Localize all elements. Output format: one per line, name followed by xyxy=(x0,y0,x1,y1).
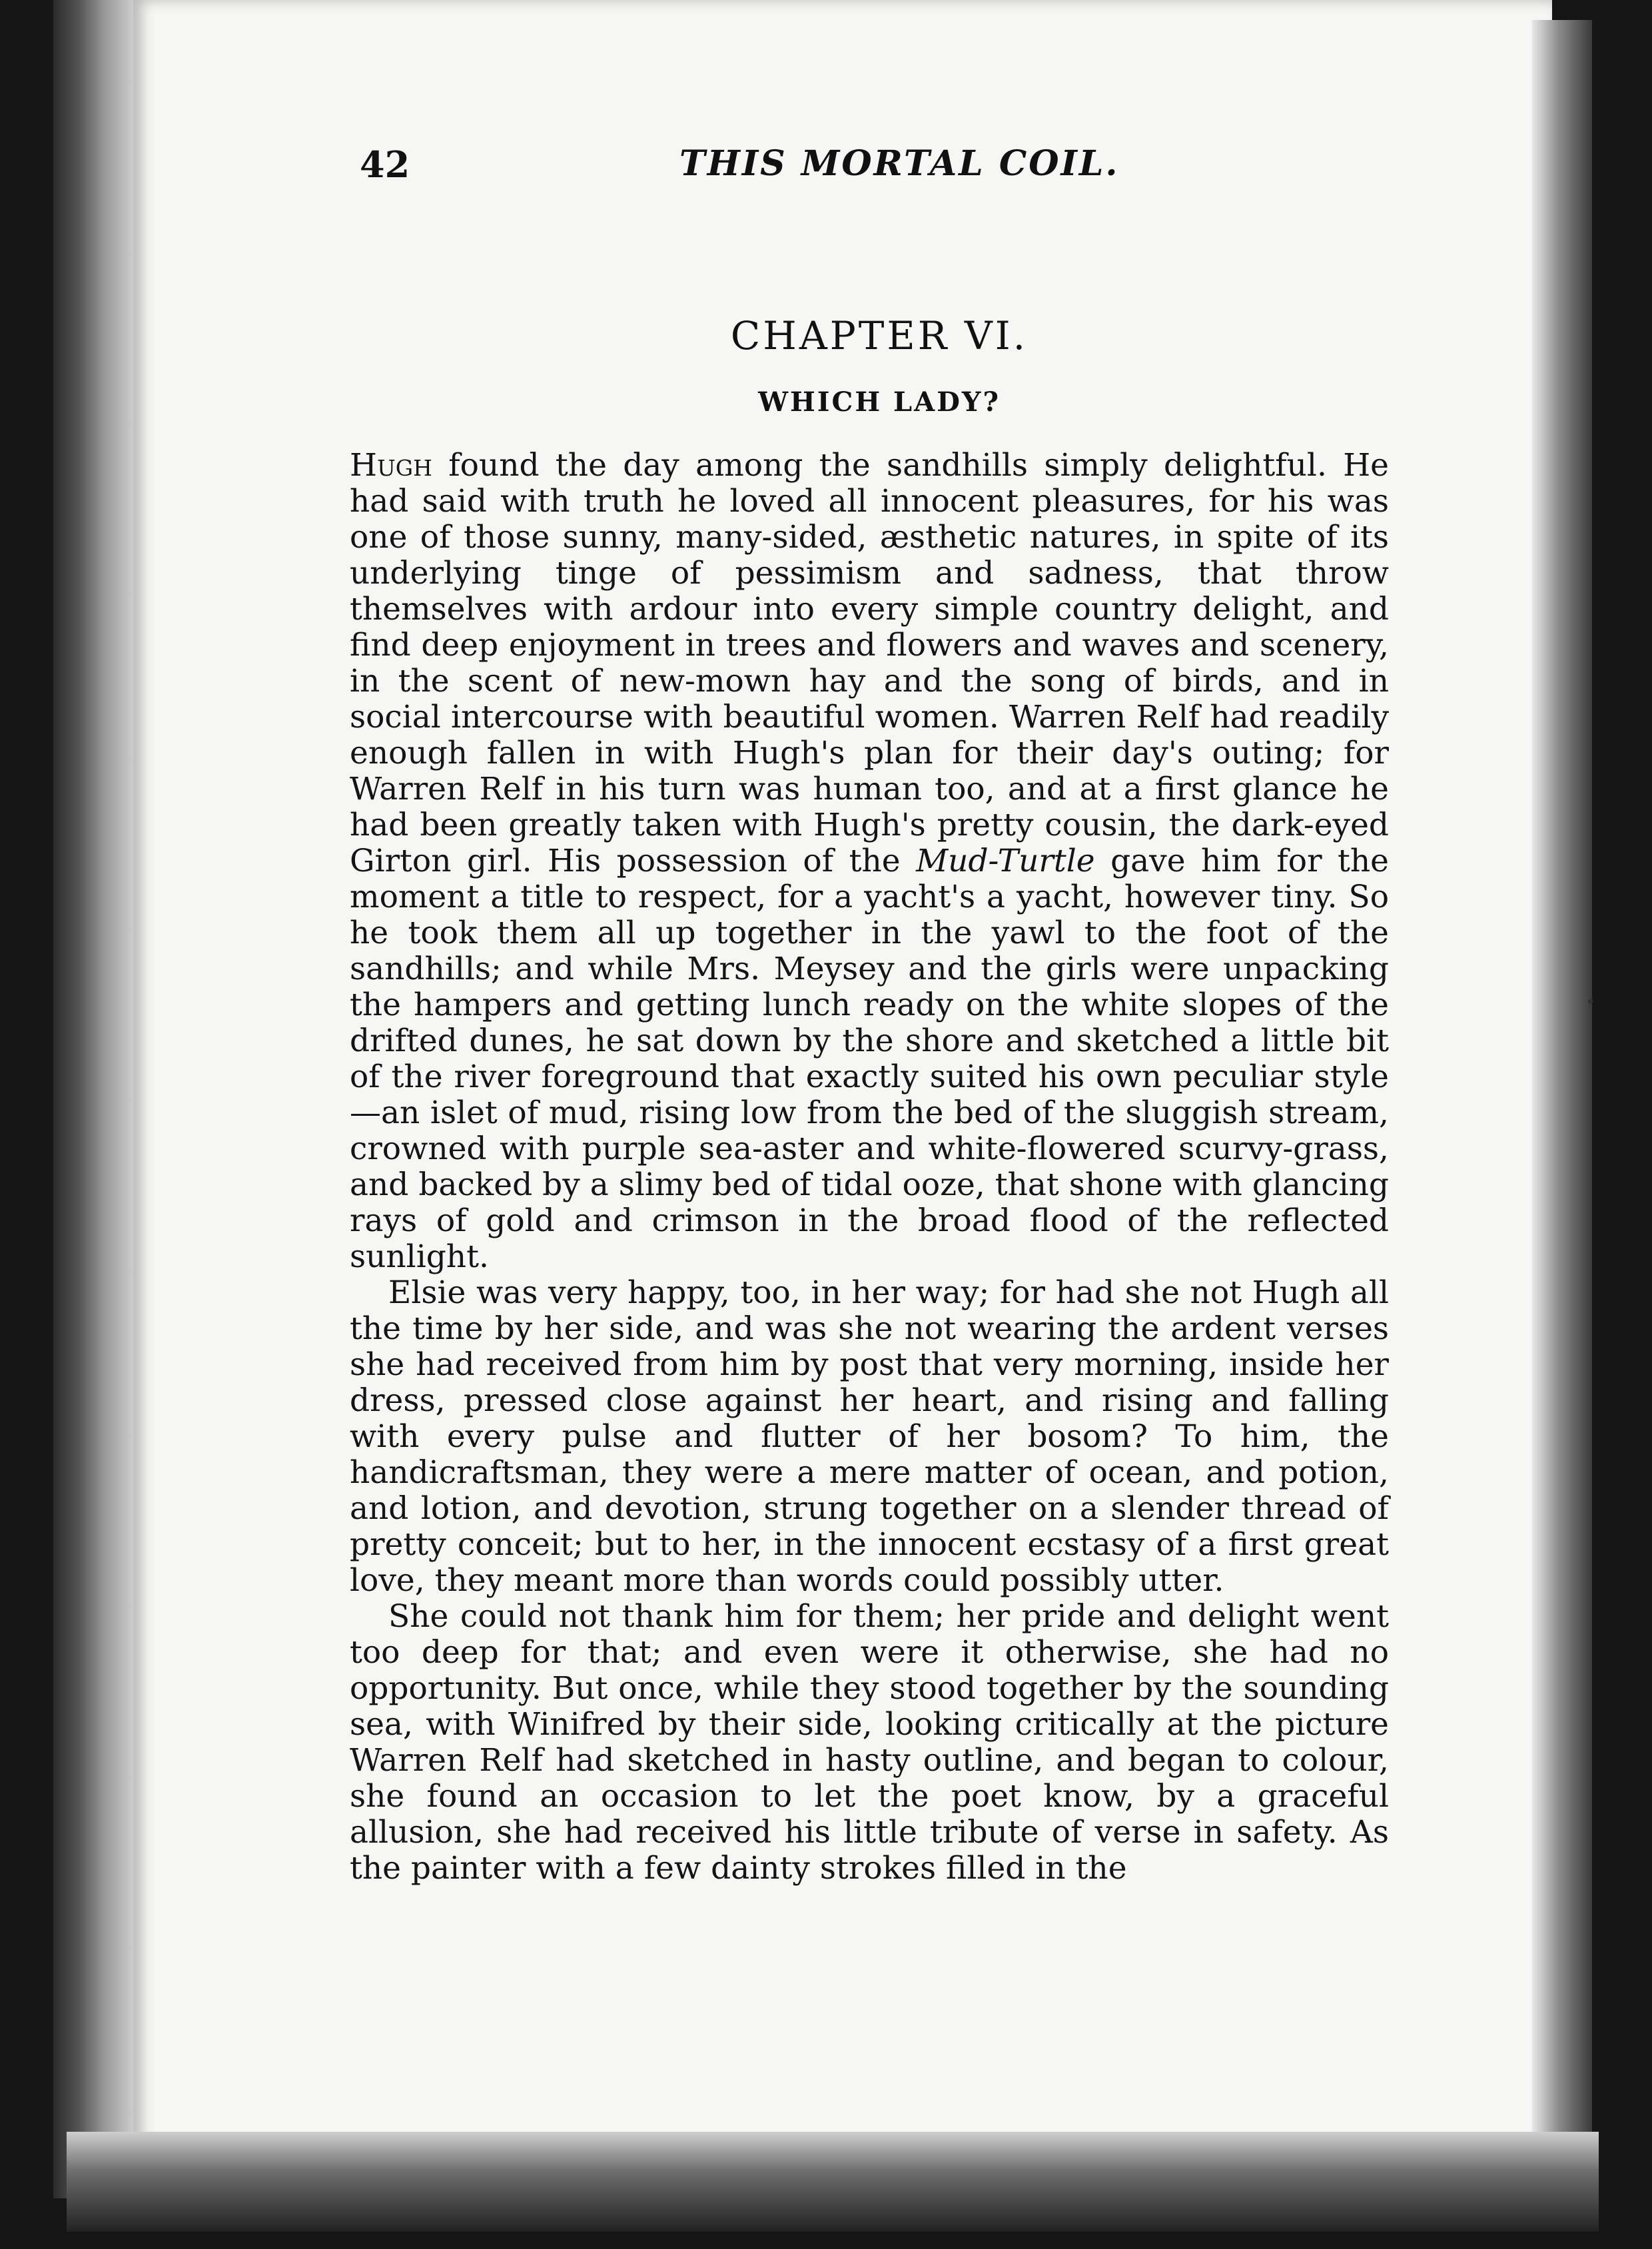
page-right-edge-shadow xyxy=(1532,20,1592,2152)
paragraph-2: Elsie was very happy, too, in her way; for had she not Hugh all the time by her side, and was she not wearing the ardent verses she had received from him by post that very morning, inside her dress, pressed close against her heart, and rising and falling with every pulse and flutter of her bosom? To him, the handicraftsman, they were a mere matter of ocean, and potion, and lotion, and devotion, strung together on a slender thread of pretty conceit; but to her, in the innocent ecstasy of a first great love, they meant more than words could possibly utter. xyxy=(350,1274,1389,1599)
paragraph-lead-word: Hugh xyxy=(350,447,432,484)
paragraph-1-text-b: gave him for the moment a title to respect, for a yacht's a yacht, however tiny. So he took them all up together in the yawl to the foot of the sandhills; and while Mrs. Meysey and the girls were unpacking the hampers and getting lunch ready on the white slopes of the drifted dunes, he sat down by the shore and sketched a little bit of the river foreground that exactly suited his own peculiar style—an islet of mud, rising low from the bed of the sluggish stream, crowned with purple sea-aster and white-flowered scurvy-grass, and backed by a slimy bed of tidal ooze, that shone with glancing rays of gold and crimson in the broad flood of the reflected sunlight. xyxy=(350,843,1389,1275)
chapter-subtitle: WHICH LADY? xyxy=(758,386,1001,418)
body-text xyxy=(350,448,1389,1887)
chapter-heading: CHAPTER VI. xyxy=(730,313,1029,358)
paragraph-1-text-a: found the day among the sandhills simply delightful. He had said with truth he loved all innocent pleasures, for his was one of those sunny, many-sided, æsthetic natures, in spite of its underlying tinge of pessimism and sadness, that throw themselves with ardour into every simple country delight, and find deep enjoyment in trees and flowers and waves and scenery, in the scent of new-mown hay and the song of birds, and in social intercourse with beautiful women. Warren Relf had readily enough fallen in with Hugh's plan for their day's outing; for Warren Relf in his turn was human too, and at a first glance he had been greatly taken with Hugh's pretty cousin, the dark-eyed Girton girl. His possession of the xyxy=(350,447,1389,879)
book-spine-edge xyxy=(53,0,140,2198)
running-header xyxy=(360,143,1399,197)
paragraph-3: She could not thank him for them; her pride and delight went too deep for that; and even were it otherwise, she had no opportunity. But once, while they stood together by the sounding sea, with Winifred by their side, looking critically at the picture Warren Relf had sketched in hasty outline, and began to colour, she found an occasion to let the poet know, by a graceful allusion, she had received his little tribute of verse in safety. As the painter with a few dainty strokes filled in the xyxy=(350,1598,1389,1887)
page-number: 42 xyxy=(360,143,410,186)
book-bottom-edge xyxy=(67,2132,1599,2232)
running-title: THIS MORTAL COIL. xyxy=(679,143,1120,184)
margin-speck: • xyxy=(1585,993,1596,1013)
paragraph-1 xyxy=(350,448,1389,1275)
boat-name-italic: Mud-Turtle xyxy=(916,843,1095,879)
